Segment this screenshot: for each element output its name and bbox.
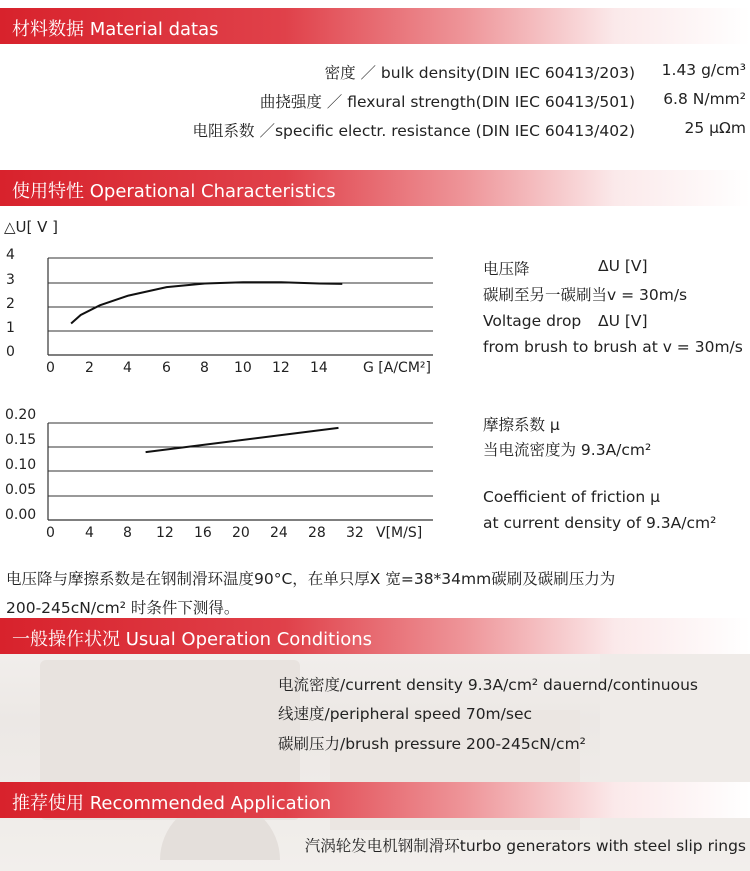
y-tick-label: 0.10 (5, 457, 37, 473)
x-tick-label: 2 (85, 360, 94, 376)
series-line (71, 282, 342, 323)
x-tick-label: 4 (85, 525, 94, 541)
legend2-friction-cn: 摩擦系数 μ (483, 416, 560, 434)
series-line (146, 428, 339, 452)
x-tick-label: 28 (308, 525, 326, 541)
x-tick-label: 6 (162, 360, 171, 376)
x-tick-label: 10 (234, 360, 252, 376)
y-tick-label: 3 (6, 272, 15, 288)
y-tick-label: 0.00 (5, 507, 37, 523)
x-tick-label: 0 (46, 525, 55, 541)
y-tick-label: 0.05 (5, 482, 37, 498)
y-tick-label: 1 (6, 320, 15, 336)
section-title: 一般操作状况 Usual Operation Conditions (12, 629, 373, 650)
y-tick-label: 0.15 (5, 432, 37, 448)
x-tick-label: 8 (123, 525, 132, 541)
y-tick-label: 2 (6, 296, 15, 312)
x-tick-label: 14 (310, 360, 328, 376)
recommended-application-text: 汽涡轮发电机钢制滑环turbo generators with steel slip rings (304, 837, 746, 855)
y-tick-label: 0 (6, 344, 15, 360)
x-tick-label: 12 (156, 525, 174, 541)
section-title: 使用特性 Operational Characteristics (12, 181, 336, 202)
section-header-usual (0, 618, 750, 654)
y-tick-label: 4 (6, 247, 15, 263)
resistance-value: 25 μΩm (684, 119, 746, 137)
legend2-friction-en: Coefficient of friction μ (483, 488, 661, 506)
x-tick-label: 8 (200, 360, 209, 376)
brush-pressure-row: 碳刷压力/brush pressure 200-245cN/cm² (278, 735, 586, 753)
density-value: 1.43 g/cm³ (661, 61, 746, 79)
x-tick-label: 32 (346, 525, 364, 541)
legend2-condition-en: at current density of 9.3A/cm² (483, 514, 717, 532)
legend1-condition-cn: 碳刷至另一碳刷当v = 30m/s (483, 286, 688, 304)
chart1-y-axis-label: △U[ V ] (4, 218, 59, 236)
flexural-value: 6.8 N/mm² (663, 90, 746, 108)
y-tick-label: 0.20 (5, 407, 37, 423)
legend1-voltage-drop-en: Voltage drop (483, 312, 582, 330)
legend1-symbol-cn: ΔU [V] (598, 257, 648, 275)
legend1-voltage-drop-cn: 电压降 (483, 260, 530, 278)
density-label: 密度 ／ bulk density(DIN IEC 60413/203) (324, 64, 635, 82)
chart2-x-axis-label: V[M/S] (376, 525, 423, 541)
flexural-label: 曲挠强度 ／ flexural strength(DIN IEC 60413/501) (259, 93, 635, 111)
section-title: 推荐使用 Recommended Application (12, 793, 332, 814)
x-tick-label: 4 (123, 360, 132, 376)
legend1-symbol-en: ΔU [V] (598, 312, 648, 330)
friction-chart (48, 423, 433, 520)
section-title: 材料数据 Material datas (12, 19, 219, 40)
measurement-note-line2: 200-245cN/cm² 时条件下测得。 (6, 599, 240, 617)
legend1-condition-en: from brush to brush at v = 30m/s (483, 338, 743, 356)
peripheral-speed-row: 线速度/peripheral speed 70m/sec (278, 705, 533, 723)
measurement-note-line1: 电压降与摩擦系数是在钢制滑环温度90°C，在单只厚X 宽=38*34mm碳刷及碳刷压力为 (6, 570, 616, 588)
voltage-drop-chart (48, 258, 433, 355)
resistance-label: 电阻系数 ／specific electr. resistance (DIN IEC 60413/402) (192, 122, 635, 140)
section-header-recommended (0, 782, 750, 818)
current-density-row: 电流密度/current density 9.3A/cm² dauernd/continuous (278, 676, 698, 694)
x-tick-label: 24 (270, 525, 288, 541)
x-tick-label: 16 (194, 525, 212, 541)
legend2-condition-cn: 当电流密度为 9.3A/cm² (483, 441, 652, 459)
x-tick-label: 12 (272, 360, 290, 376)
chart1-x-axis-label: G [A/CM²] (363, 360, 431, 376)
x-tick-label: 20 (232, 525, 250, 541)
x-tick-label: 0 (46, 360, 55, 376)
